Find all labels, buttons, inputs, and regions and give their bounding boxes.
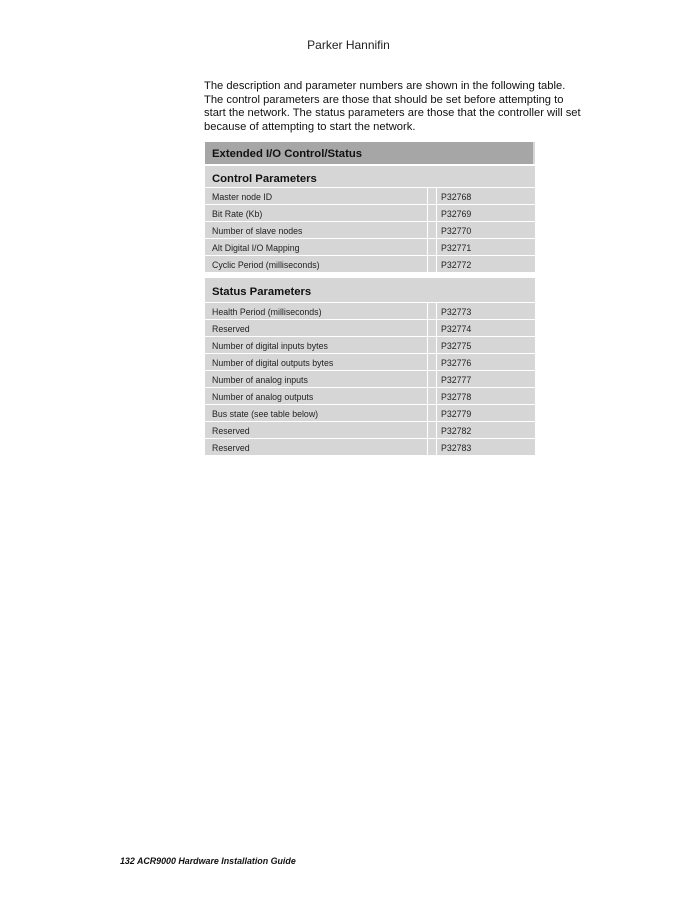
row-label: Alt Digital I/O Mapping	[212, 243, 300, 253]
table-row	[205, 319, 535, 336]
column-divider	[427, 337, 437, 353]
page-footer: 132 ACR9000 Hardware Installation Guide	[120, 856, 296, 866]
table-row	[205, 353, 535, 370]
row-label: Number of slave nodes	[212, 226, 303, 236]
row-param: P32776	[441, 358, 472, 368]
column-divider	[427, 320, 437, 336]
row-label: Number of analog inputs	[212, 375, 308, 385]
column-divider	[427, 222, 437, 238]
table-row	[205, 387, 535, 404]
row-label: Health Period (milliseconds)	[212, 307, 322, 317]
page-header-title: Parker Hannifin	[307, 38, 390, 52]
row-label: Bit Rate (Kb)	[212, 209, 263, 219]
row-param: P32783	[441, 443, 472, 453]
intro-line: start the network. The status parameters are those that the controller will set	[204, 107, 581, 119]
row-param: P32774	[441, 324, 472, 334]
row-label: Number of digital outputs bytes	[212, 358, 334, 368]
table-row	[205, 255, 535, 272]
control-parameters-heading: Control Parameters	[205, 164, 535, 187]
table-row	[205, 404, 535, 421]
table-row	[205, 238, 535, 255]
intro-paragraph	[204, 80, 604, 134]
column-divider	[427, 388, 437, 404]
row-param: P32782	[441, 426, 472, 436]
column-divider	[427, 188, 437, 204]
row-label: Reserved	[212, 443, 250, 453]
column-divider	[427, 439, 437, 455]
column-divider	[427, 354, 437, 370]
column-divider	[427, 256, 437, 272]
column-divider	[427, 371, 437, 387]
row-label: Number of digital inputs bytes	[212, 341, 328, 351]
row-param: P32779	[441, 409, 472, 419]
column-divider	[427, 405, 437, 421]
table-row	[205, 221, 535, 238]
row-label: Master node ID	[212, 192, 273, 202]
row-param: P32775	[441, 341, 472, 351]
row-param: P32768	[441, 192, 472, 202]
column-divider	[427, 239, 437, 255]
table-row	[205, 302, 535, 319]
row-label: Reserved	[212, 426, 250, 436]
intro-line: The control parameters are those that should be set before attempting to	[204, 93, 564, 106]
column-divider	[427, 422, 437, 438]
row-param: P32769	[441, 209, 472, 219]
row-label: Reserved	[212, 324, 250, 334]
column-divider	[427, 205, 437, 221]
table-title: Extended I/O Control/Status	[205, 142, 535, 164]
table-row	[205, 421, 535, 438]
table-row	[205, 187, 535, 204]
row-label: Bus state (see table below)	[212, 409, 319, 419]
table-row	[205, 438, 535, 455]
row-param: P32771	[441, 243, 472, 253]
row-param: P32773	[441, 307, 472, 317]
row-label: Number of analog outputs	[212, 392, 314, 402]
parameters-table	[205, 142, 535, 455]
table-row	[205, 204, 535, 221]
row-param: P32770	[441, 226, 472, 236]
column-divider	[427, 303, 437, 319]
row-param: P32778	[441, 392, 472, 402]
status-parameters-heading: Status Parameters	[205, 278, 535, 302]
intro-line: The description and parameter numbers are shown in the following table.	[204, 80, 566, 92]
intro-line: because of attempting to start the network.	[204, 120, 416, 133]
row-label: Cyclic Period (milliseconds)	[212, 260, 320, 270]
table-row	[205, 370, 535, 387]
table-row	[205, 336, 535, 353]
row-param: P32777	[441, 375, 472, 385]
row-param: P32772	[441, 260, 472, 270]
